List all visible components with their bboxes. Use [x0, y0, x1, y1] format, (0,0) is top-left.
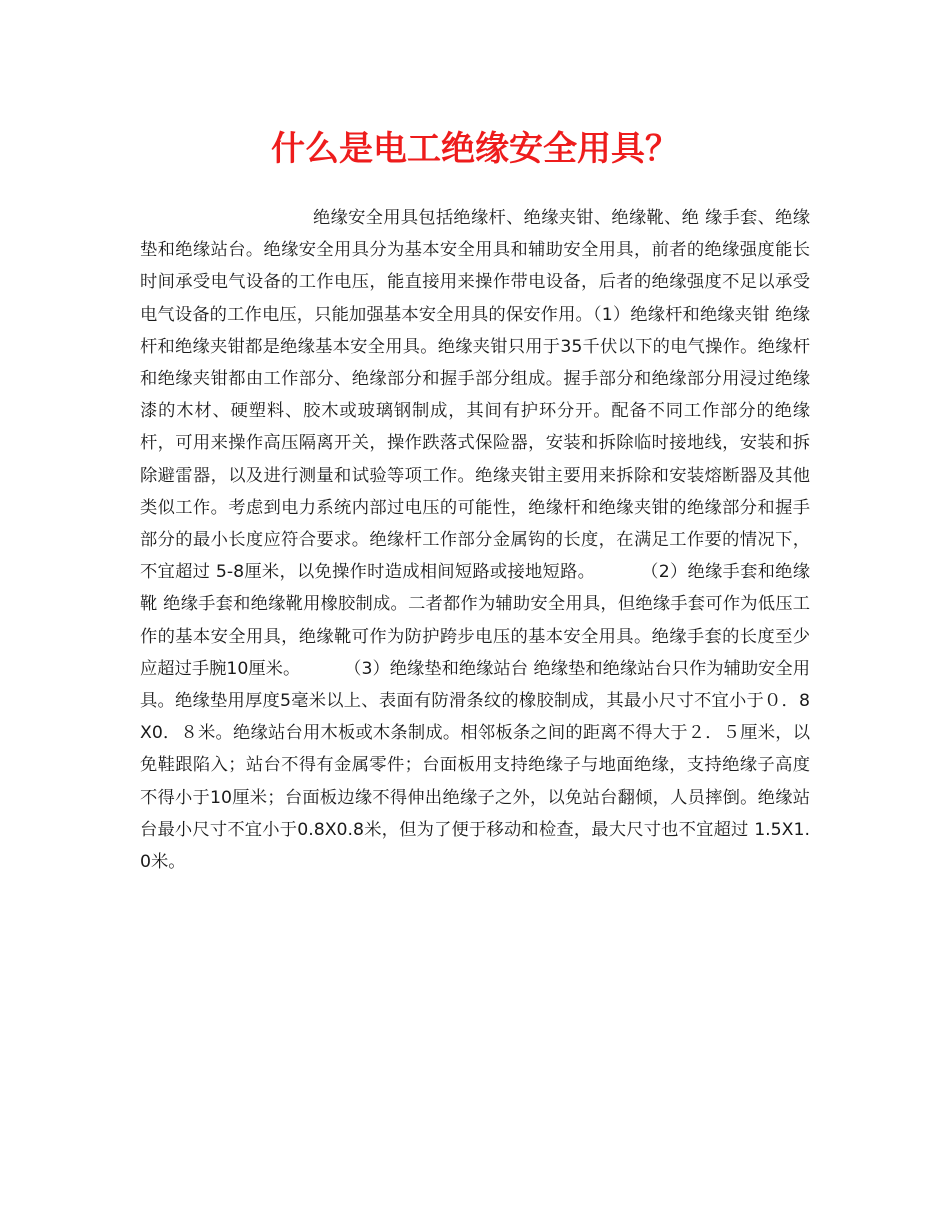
page-title: 什么是电工绝缘安全用具？ — [271, 129, 679, 169]
body-paragraph: 绝缘安全用具包括绝缘杆、绝缘夹钳、绝缘靴、绝 缘手套、绝缘垫和绝缘站台。绝缘安全用具分为基本安全用具和辅助安全用具，前者的绝缘强度能长时间承受电气设备的工作电压，能直接用来操作带电设备，后者的绝缘强度不足以承受电气设备的工作电压，只能加强基本安全用具的保安作用。（1）绝缘杆和绝缘夹钳 绝缘杆和绝缘夹钳都是绝缘基本安全用具。绝缘夹钳只用于35千伏以下的电气操作。绝缘杆和绝缘夹钳都由工作部分、绝缘部分和握手部分组成。握手部分和绝缘部分用浸过绝缘漆的木材、硬塑料、胶木或玻璃钢制成，其间有护环分开。配备不同工作部分的绝缘杆，可用来操作高压隔离开关，操作跌落式保险器，安装和拆除临时接地线，安装和拆除避雷器，以及进行测量和试验等项工作。绝缘夹钳主要用来拆除和安装熔断器及其他类似工作。考虑到电力系统内部过电压的可能性，绝缘杆和绝缘夹钳的绝缘部分和握手部分的最小长度应符合要求。绝缘杆工作部分金属钩的长度，在满足工作要的情况下，不宜超过 5-8厘米，以免操作时造成相间短路或接地短路。 （2）绝缘手套和绝缘靴 绝缘手套和绝缘靴用橡胶制成。二者都作为辅助安全用具，但绝缘手套可作为低压工作的基本安全用具，绝缘靴可作为防护跨步电压的基本安全用具。绝缘手套的长度至少应超过手腕10厘米。 （3）绝缘垫和绝缘站台 绝缘垫和绝缘站台只作为辅助安全用具。绝缘垫用厚度5毫米以上、表面有防滑条纹的橡胶制成，其最小尺寸不宜小于０．8X0．８米。绝缘站台用木板或木条制成。相邻板条之间的距离不得大于２．５厘米，以免鞋跟陷入；站台不得有金属零件；台面板用支持绝缘子与地面绝缘，支持绝缘子高度不得小于10厘米；台面板边缘不得伸出绝缘子之外，以免站台翻倾，人员摔倒。绝缘站台最小尺寸不宜小于0.8X0.8米，但为了便于移动和检查，最大尺寸也不宜超过 1.5X1.0米。 — [140, 208, 810, 873]
